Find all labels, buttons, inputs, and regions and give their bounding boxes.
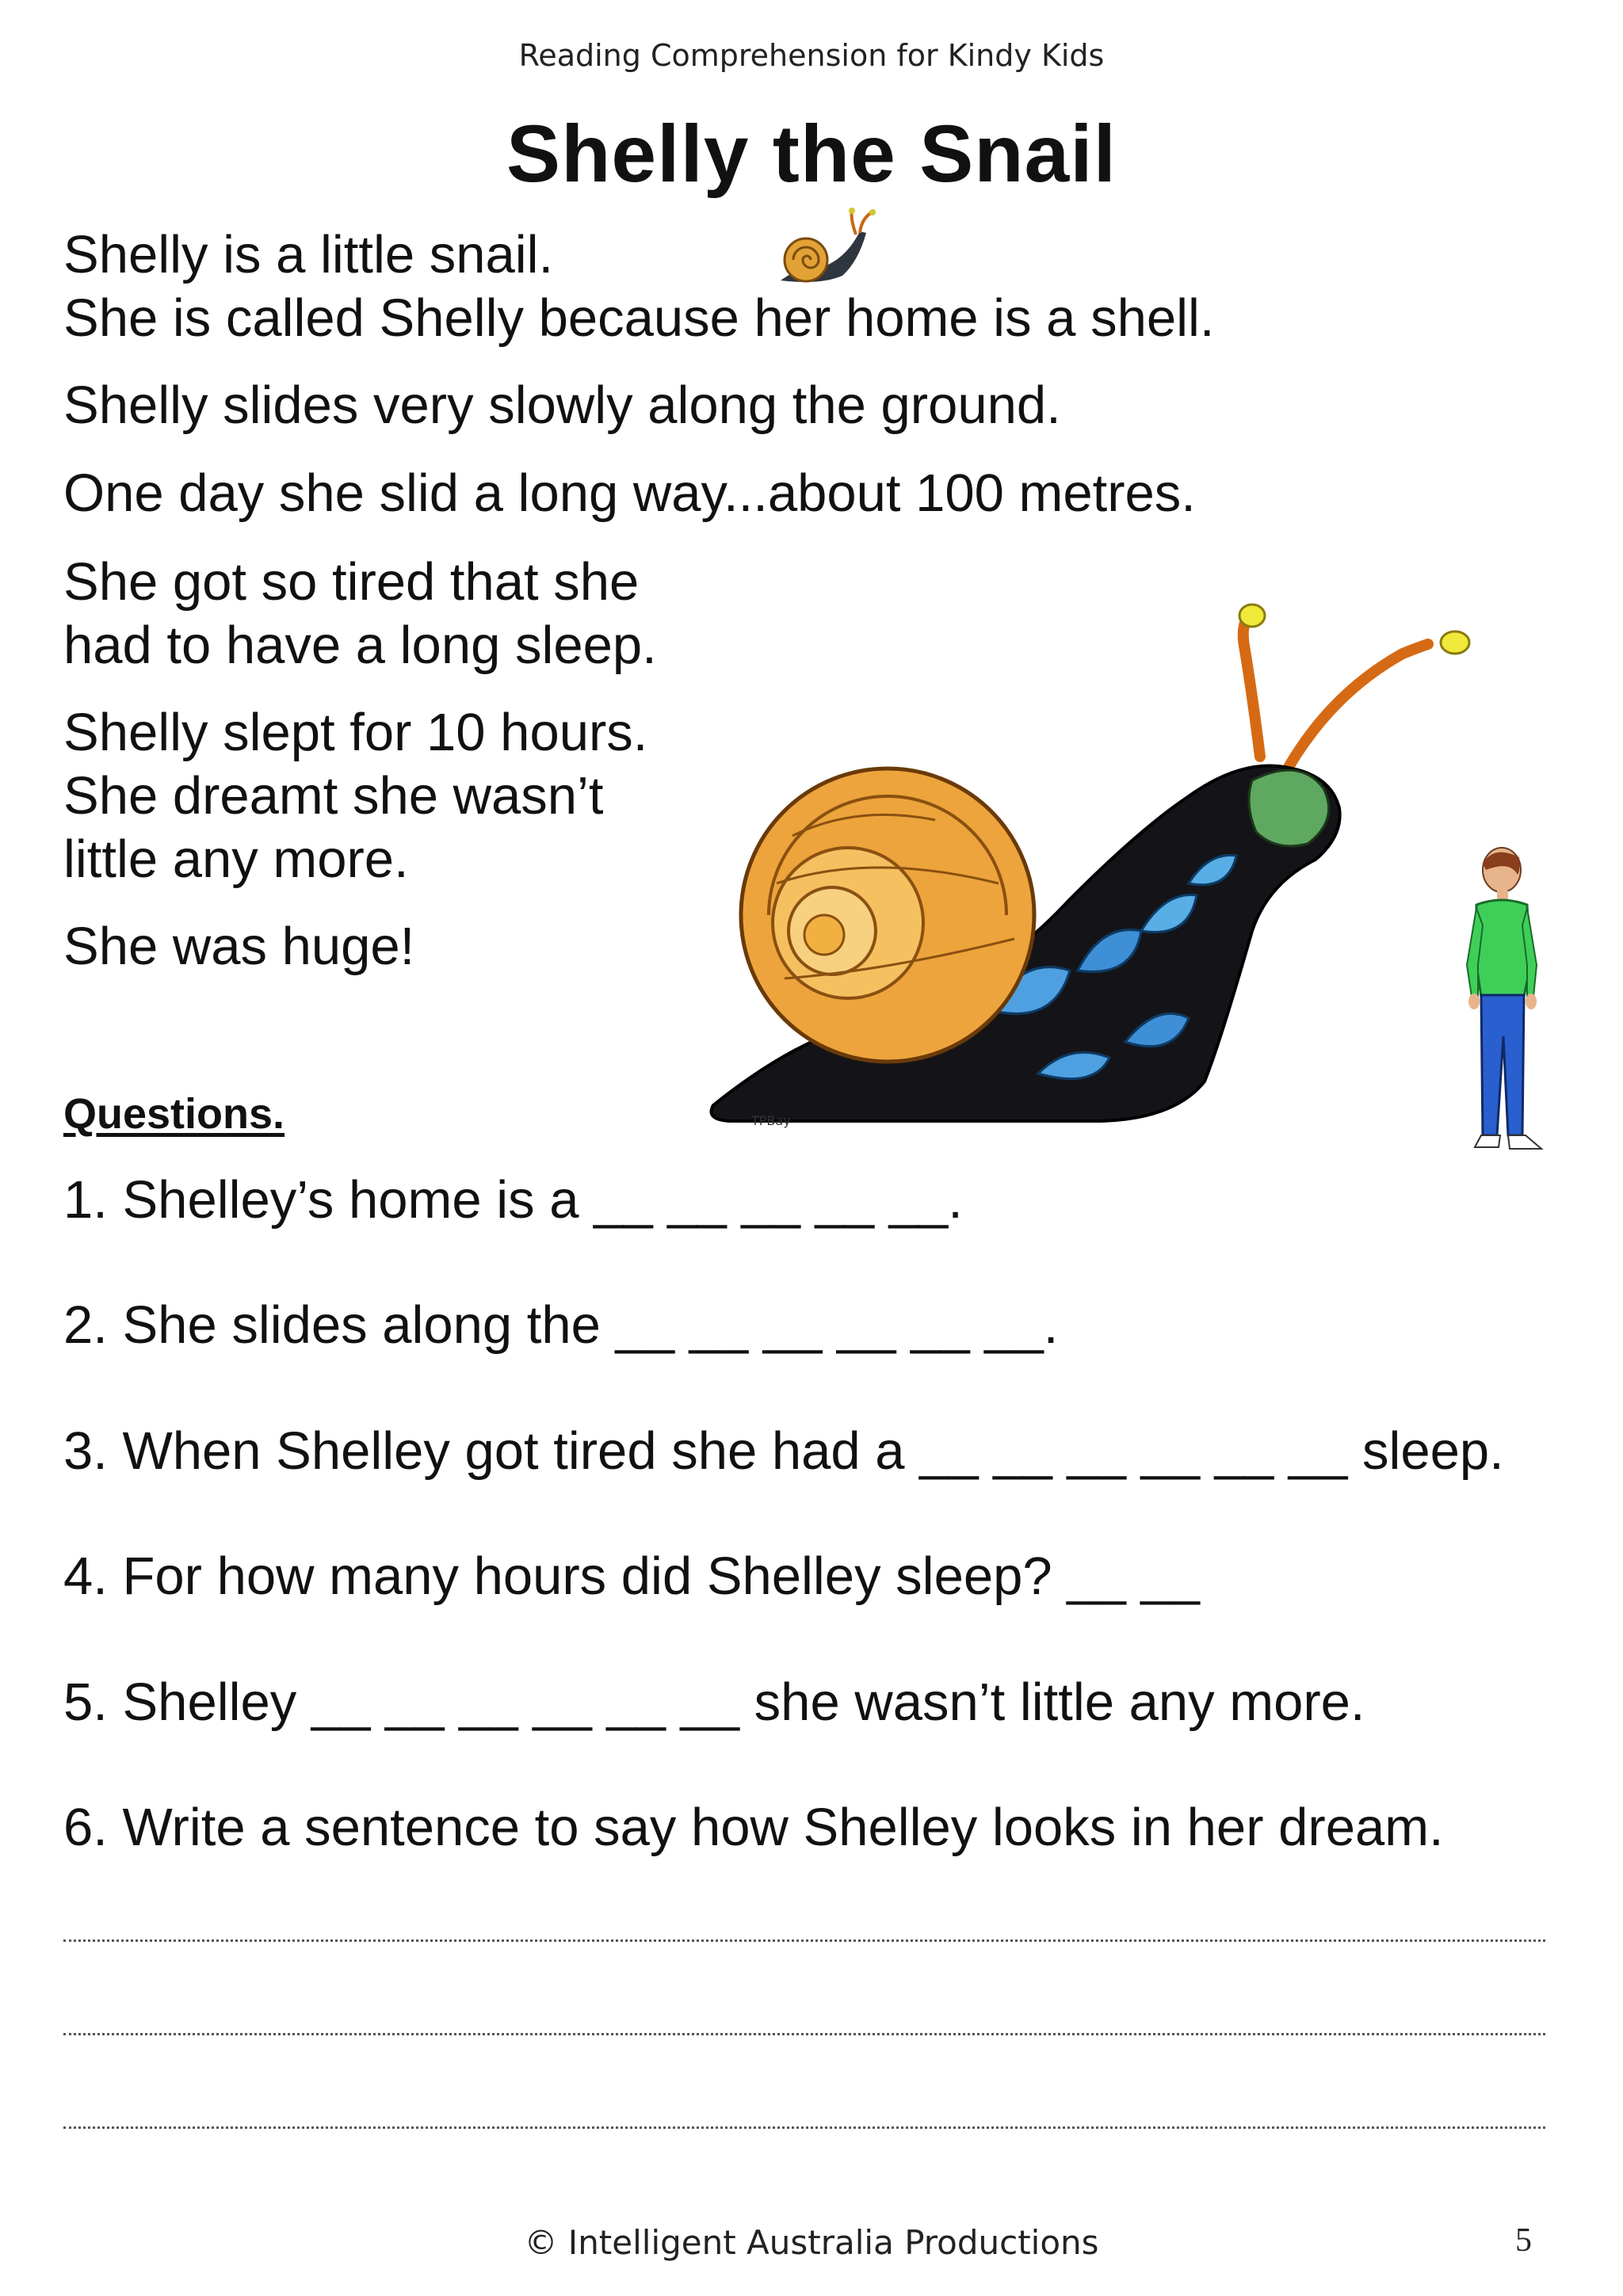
- question-5: 5. Shelley __ __ __ __ __ __ she wasn’t little any more.: [63, 1672, 1365, 1732]
- story-line-4: One day she slid a long way...about 100 metres.: [63, 463, 1196, 523]
- story-line-2: She is called Shelly because her home is a shell.: [63, 288, 1215, 348]
- question-1: 1. Shelley’s home is a __ __ __ __ __.: [63, 1170, 963, 1230]
- questions-heading: Questions.: [63, 1090, 285, 1138]
- story-line-8: She dreamt she wasn’t: [63, 766, 604, 826]
- answer-line-2: [63, 2033, 1545, 2035]
- man-illustration: [1454, 846, 1557, 1155]
- footer-copyright: © Intelligent Australia Productions: [524, 2223, 1099, 2262]
- page-title: Shelly the Snail: [506, 109, 1117, 199]
- story-line-6: had to have a long sleep.: [63, 616, 657, 675]
- page-number: 5: [1515, 2222, 1532, 2259]
- story-line-5: She got so tired that she: [63, 552, 640, 612]
- story-line-9: little any more.: [63, 830, 409, 889]
- story-line-10: She was huge!: [63, 917, 415, 976]
- answer-line-3: [63, 2126, 1545, 2129]
- page-header: Reading Comprehension for Kindy Kids: [518, 38, 1105, 73]
- illustration-signature: TPBay: [751, 1113, 791, 1128]
- story-line-7: Shelly slept for 10 hours.: [63, 703, 648, 762]
- story-line-1: Shelly is a little snail.: [63, 225, 554, 284]
- question-4: 4. For how many hours did Shelley sleep? __ __: [63, 1547, 1200, 1606]
- giant-snail-illustration: [697, 598, 1474, 1153]
- question-2: 2. She slides along the __ __ __ __ __ __.: [63, 1295, 1059, 1355]
- story-line-3: Shelly slides very slowly along the ground.: [63, 376, 1061, 435]
- question-3: 3. When Shelley got tired she had a __ __ __ __ __ __ sleep.: [63, 1421, 1504, 1481]
- small-snail-icon: [773, 208, 884, 287]
- question-6: 6. Write a sentence to say how Shelley looks in her dream.: [63, 1798, 1444, 1857]
- answer-line-1: [63, 1939, 1545, 1942]
